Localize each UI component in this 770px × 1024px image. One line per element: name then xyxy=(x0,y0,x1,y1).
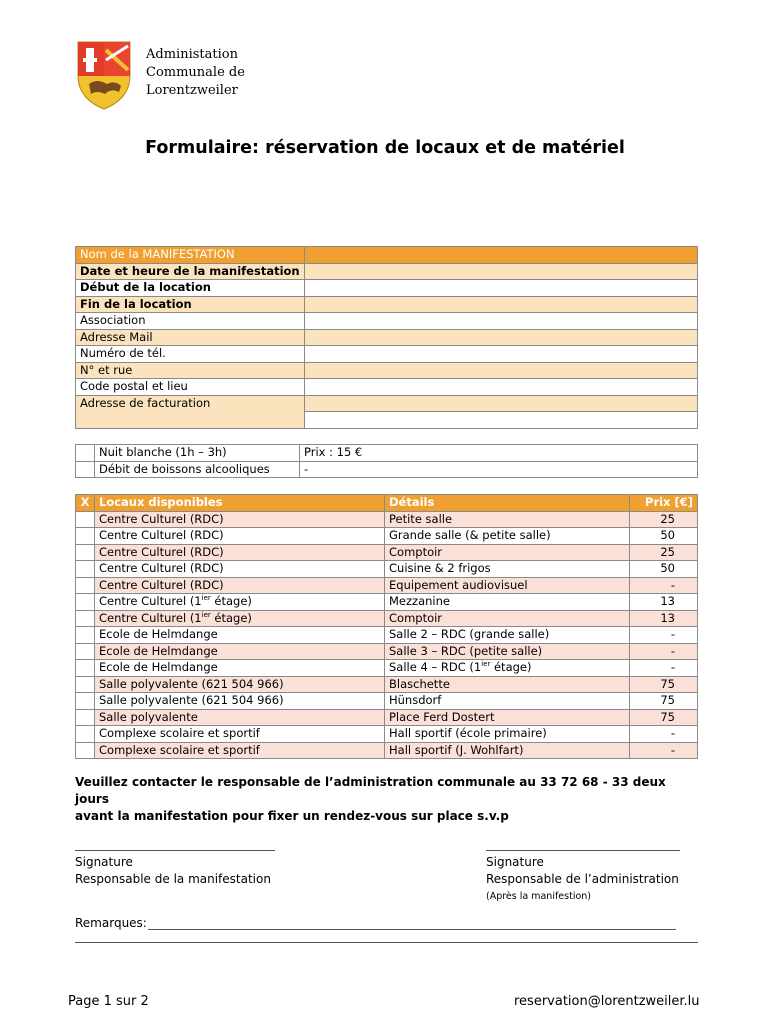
locaux-price: - xyxy=(630,627,698,644)
locaux-checkbox[interactable] xyxy=(76,610,95,627)
form-label: Adresse Mail xyxy=(76,329,305,346)
locaux-detail-text: Hall sportif (école primaire) xyxy=(389,726,547,741)
locaux-price: 50 xyxy=(630,528,698,545)
locaux-name-sup: ier xyxy=(201,594,211,603)
option-label: Débit de boissons alcooliques xyxy=(95,461,300,478)
locaux-detail-text: Grande salle (& petite salle) xyxy=(389,528,551,543)
locaux-detail xyxy=(385,561,630,578)
locaux-price: 25 xyxy=(630,511,698,528)
form-row-mail xyxy=(76,329,698,346)
locaux-name xyxy=(95,610,385,627)
locaux-name-text: Salle polyvalente xyxy=(99,709,198,724)
manifestation-form-table xyxy=(75,246,698,429)
locaux-checkbox[interactable] xyxy=(76,594,95,611)
signature-label: Signature xyxy=(486,855,544,869)
locaux-detail xyxy=(385,676,630,693)
locaux-name xyxy=(95,693,385,710)
locaux-price: - xyxy=(630,660,698,677)
locaux-detail-text: Salle 2 – RDC (grande salle) xyxy=(389,627,550,642)
admin-line: Administation xyxy=(146,47,238,62)
locaux-detail-text: Comptoir xyxy=(389,610,443,625)
locaux-row xyxy=(76,726,698,743)
locaux-checkbox[interactable] xyxy=(76,627,95,644)
form-label: Fin de la location xyxy=(76,296,305,313)
form-label: Date et heure de la manifestation xyxy=(76,263,305,280)
locaux-name-text: Centre Culturel (1 xyxy=(99,610,202,625)
locaux-name-suffix: étage) xyxy=(210,594,252,609)
form-row-rue xyxy=(76,362,698,379)
form-label: N° et rue xyxy=(76,362,305,379)
locaux-name-suffix: étage) xyxy=(210,610,252,625)
coat-of-arms-logo xyxy=(75,40,133,110)
locaux-detail-text: Petite salle xyxy=(389,511,453,526)
locaux-price: - xyxy=(630,643,698,660)
locaux-detail-text: Equipement audiovisuel xyxy=(389,577,528,592)
locaux-row xyxy=(76,660,698,677)
signature-role: Responsable de l’administration xyxy=(486,872,679,886)
form-label: Association xyxy=(76,313,305,330)
form-row-tel xyxy=(76,346,698,363)
locaux-name-text: Centre Culturel (RDC) xyxy=(99,528,224,543)
locaux-checkbox[interactable] xyxy=(76,561,95,578)
form-field-date[interactable] xyxy=(305,263,698,280)
locaux-detail xyxy=(385,544,630,561)
locaux-detail-text: Salle 3 – RDC (petite salle) xyxy=(389,643,543,658)
locaux-detail-text: Hünsdorf xyxy=(389,693,442,708)
locaux-name xyxy=(95,577,385,594)
locaux-checkbox[interactable] xyxy=(76,709,95,726)
locaux-name-text: Centre Culturel (RDC) xyxy=(99,544,224,559)
locaux-checkbox[interactable] xyxy=(76,511,95,528)
locaux-name-text: Salle polyvalente (621 504 966) xyxy=(99,693,284,708)
locaux-table xyxy=(75,494,698,759)
locaux-detail xyxy=(385,709,630,726)
locaux-detail xyxy=(385,660,630,677)
form-field-tel[interactable] xyxy=(305,346,698,363)
locaux-name xyxy=(95,742,385,759)
locaux-detail xyxy=(385,610,630,627)
form-row-nom xyxy=(76,247,698,264)
locaux-row xyxy=(76,528,698,545)
locaux-checkbox[interactable] xyxy=(76,643,95,660)
locaux-row xyxy=(76,627,698,644)
form-field-facturation-2[interactable] xyxy=(305,412,698,429)
form-label: Code postal et lieu xyxy=(76,379,305,396)
locaux-name xyxy=(95,528,385,545)
form-field-debut[interactable] xyxy=(305,280,698,297)
locaux-row xyxy=(76,610,698,627)
locaux-name xyxy=(95,511,385,528)
remarks-label: Remarques: xyxy=(75,916,147,930)
locaux-detail-text: Comptoir xyxy=(389,544,443,559)
notice-line: avant la manifestation pour fixer un rendez-vous sur place s.v.p xyxy=(75,809,509,823)
header-x: X xyxy=(76,495,95,512)
locaux-checkbox[interactable] xyxy=(76,577,95,594)
locaux-checkbox[interactable] xyxy=(76,544,95,561)
locaux-detail xyxy=(385,742,630,759)
form-label: Début de la location xyxy=(76,280,305,297)
contact-notice xyxy=(75,774,695,825)
form-field-association[interactable] xyxy=(305,313,698,330)
signature-role: Responsable de la manifestation xyxy=(75,872,271,886)
locaux-row xyxy=(76,643,698,660)
locaux-name-text: Centre Culturel (1 xyxy=(99,594,202,609)
locaux-detail xyxy=(385,528,630,545)
locaux-price: - xyxy=(630,742,698,759)
signature-line-right[interactable] xyxy=(486,850,680,851)
footer-email[interactable]: reservation@lorentzweiler.lu xyxy=(514,994,700,1009)
form-field-code-postal[interactable] xyxy=(305,379,698,396)
locaux-price: 50 xyxy=(630,561,698,578)
locaux-name-text: Ecole de Helmdange xyxy=(99,627,218,642)
form-row-association xyxy=(76,313,698,330)
locaux-row xyxy=(76,561,698,578)
header-details: Détails xyxy=(385,495,630,512)
locaux-name xyxy=(95,709,385,726)
notice-line: Veuillez contacter le responsable de l’administration communale au 33 72 68 - 33 deux jours xyxy=(75,775,666,806)
locaux-price: 25 xyxy=(630,544,698,561)
form-field-nom[interactable] xyxy=(305,247,698,264)
locaux-detail-sup: ier xyxy=(481,660,491,669)
locaux-detail-text: Mezzanine xyxy=(389,594,450,609)
page-title: Formulaire: réservation de locaux et de matériel xyxy=(145,138,625,158)
form-row-fin xyxy=(76,296,698,313)
locaux-detail-text: Hall sportif (J. Wohlfart) xyxy=(389,742,524,757)
form-row-facturation xyxy=(76,395,698,412)
locaux-name xyxy=(95,544,385,561)
locaux-price: 13 xyxy=(630,594,698,611)
page-number: Page 1 sur 2 xyxy=(68,994,149,1009)
option-label: Nuit blanche (1h – 3h) xyxy=(95,445,300,462)
locaux-detail xyxy=(385,577,630,594)
locaux-detail xyxy=(385,594,630,611)
locaux-name xyxy=(95,676,385,693)
locaux-name-text: Ecole de Helmdange xyxy=(99,643,218,658)
form-field-facturation-1[interactable] xyxy=(305,395,698,412)
locaux-checkbox[interactable] xyxy=(76,660,95,677)
locaux-name xyxy=(95,660,385,677)
locaux-price: 13 xyxy=(630,610,698,627)
locaux-price: - xyxy=(630,577,698,594)
signature-label: Signature xyxy=(75,855,133,869)
locaux-checkbox[interactable] xyxy=(76,676,95,693)
locaux-detail-suffix: étage) xyxy=(490,660,532,675)
remarks-line[interactable] xyxy=(148,929,676,930)
form-label: Nom de la MANIFESTATION xyxy=(76,247,305,264)
locaux-row xyxy=(76,594,698,611)
locaux-row xyxy=(76,511,698,528)
locaux-name-text: Centre Culturel (RDC) xyxy=(99,511,224,526)
divider xyxy=(75,942,698,943)
locaux-detail xyxy=(385,643,630,660)
form-field-mail[interactable] xyxy=(305,329,698,346)
admin-line: Communale de xyxy=(146,65,245,80)
option-checkbox[interactable] xyxy=(76,461,95,478)
locaux-name xyxy=(95,594,385,611)
option-row xyxy=(76,445,698,462)
locaux-name-sup: ier xyxy=(201,610,211,619)
signature-right xyxy=(486,854,679,905)
administration-name xyxy=(146,46,306,100)
signature-note: (Après la manifestion) xyxy=(486,891,592,902)
locaux-name xyxy=(95,627,385,644)
locaux-checkbox[interactable] xyxy=(76,742,95,759)
locaux-checkbox[interactable] xyxy=(76,693,95,710)
locaux-detail xyxy=(385,693,630,710)
locaux-header-row xyxy=(76,495,698,512)
form-row-debut xyxy=(76,280,698,297)
option-price: Prix : 15 € xyxy=(300,445,698,462)
locaux-checkbox[interactable] xyxy=(76,726,95,743)
signature-line-left[interactable] xyxy=(75,850,275,851)
locaux-name-text: Centre Culturel (RDC) xyxy=(99,577,224,592)
option-row xyxy=(76,461,698,478)
locaux-row xyxy=(76,709,698,726)
locaux-name xyxy=(95,643,385,660)
locaux-name-text: Complexe scolaire et sportif xyxy=(99,726,260,741)
header-prix: Prix [€] xyxy=(630,495,698,512)
header-locaux: Locaux disponibles xyxy=(95,495,385,512)
locaux-detail-text: Place Ferd Dostert xyxy=(389,709,495,724)
form-row-date xyxy=(76,263,698,280)
locaux-checkbox[interactable] xyxy=(76,528,95,545)
locaux-detail-text: Blaschette xyxy=(389,676,450,691)
locaux-name-text: Salle polyvalente (621 504 966) xyxy=(99,676,284,691)
locaux-price: 75 xyxy=(630,676,698,693)
locaux-row xyxy=(76,577,698,594)
option-checkbox[interactable] xyxy=(76,445,95,462)
locaux-name-text: Complexe scolaire et sportif xyxy=(99,742,260,757)
locaux-price: - xyxy=(630,726,698,743)
locaux-detail-text: Cuisine & 2 frigos xyxy=(389,561,491,576)
locaux-price: 75 xyxy=(630,693,698,710)
locaux-name-text: Ecole de Helmdange xyxy=(99,660,218,675)
admin-line: Lorentzweiler xyxy=(146,83,238,98)
signature-left xyxy=(75,854,271,888)
locaux-name-text: Centre Culturel (RDC) xyxy=(99,561,224,576)
locaux-row xyxy=(76,742,698,759)
form-label: Numéro de tél. xyxy=(76,346,305,363)
form-label: Adresse de facturation xyxy=(76,395,305,428)
locaux-detail xyxy=(385,627,630,644)
locaux-row xyxy=(76,693,698,710)
locaux-detail xyxy=(385,511,630,528)
option-price: - xyxy=(300,461,698,478)
form-field-fin[interactable] xyxy=(305,296,698,313)
locaux-detail xyxy=(385,726,630,743)
form-row-code-postal xyxy=(76,379,698,396)
locaux-name xyxy=(95,561,385,578)
locaux-detail-text: Salle 4 – RDC (1 xyxy=(389,660,482,675)
locaux-row xyxy=(76,544,698,561)
locaux-name xyxy=(95,726,385,743)
locaux-row xyxy=(76,676,698,693)
locaux-price: 75 xyxy=(630,709,698,726)
form-field-rue[interactable] xyxy=(305,362,698,379)
options-table xyxy=(75,444,698,478)
